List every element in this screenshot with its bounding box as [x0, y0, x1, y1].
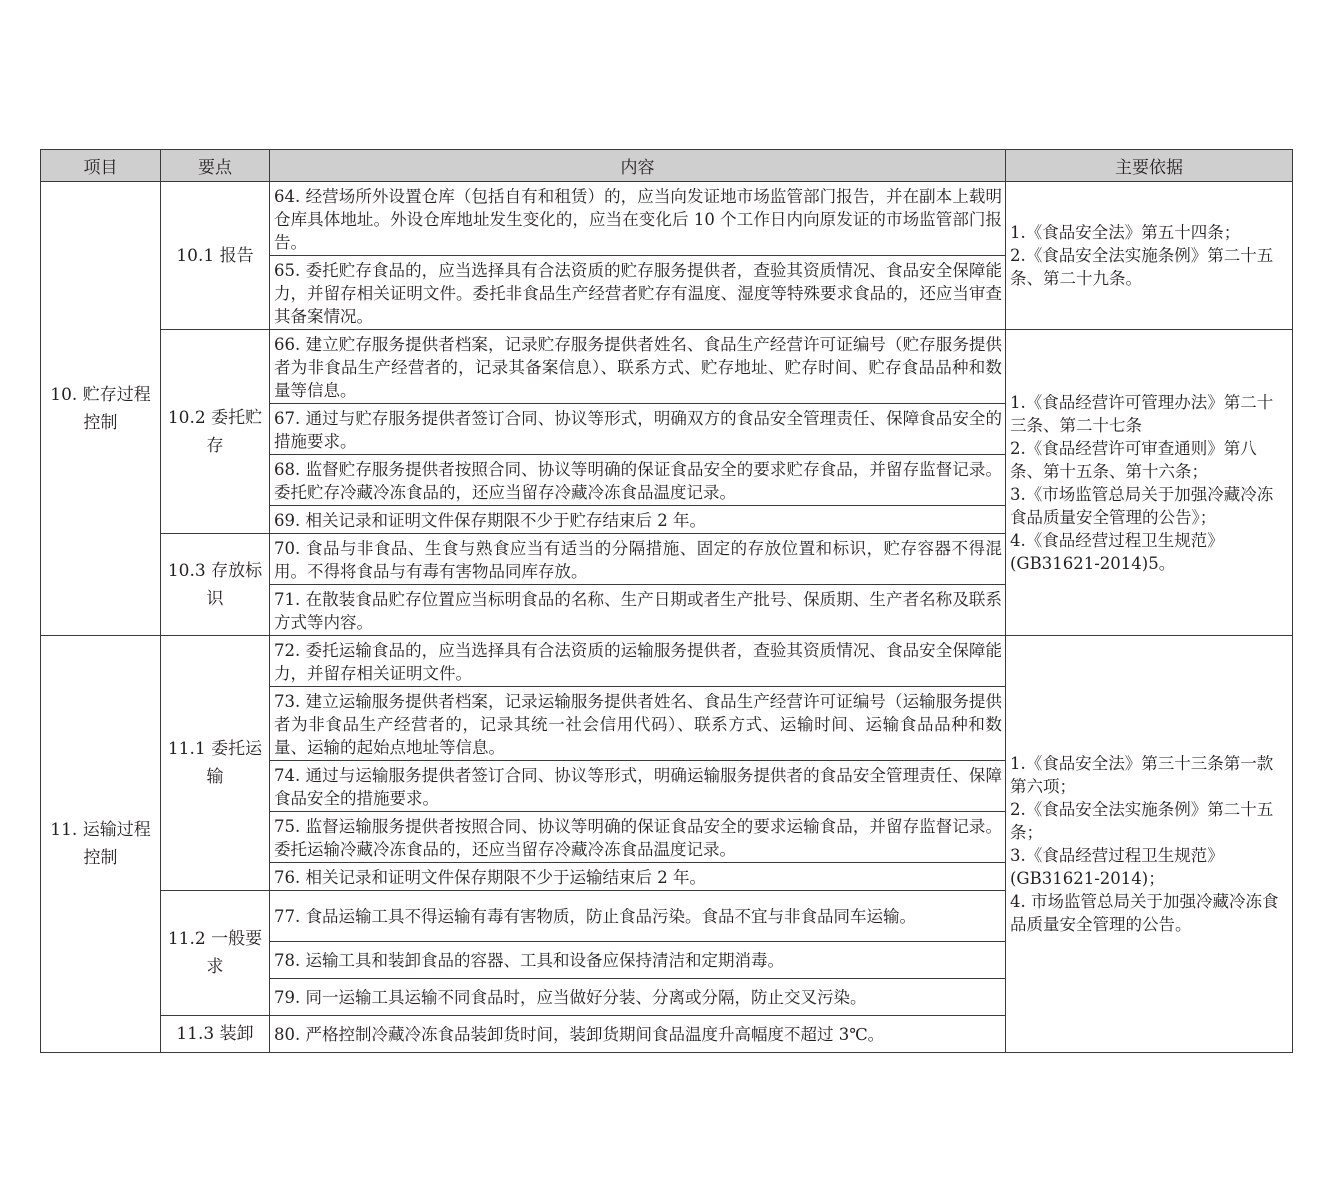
point-cell: 11.2 一般要求 — [161, 891, 270, 1016]
basis-line: 1.《食品安全法》第三十三条第一款第六项； — [1010, 754, 1274, 796]
content-cell: 64. 经营场所外设置仓库（包括自有和租赁）的，应当向发证地市场监管部门报告，并在副本上载明仓库具体地址。外设仓库地址发生变化的，应当在变化后 10 个工作日内向原发证的市场监管部门报告。 — [270, 182, 1006, 256]
point-cell: 11.3 装卸 — [161, 1016, 270, 1053]
basis-line: 2.《食品安全法实施条例》第二十五条、第二十九条。 — [1010, 246, 1274, 288]
category-cell: 11. 运输过程控制 — [41, 636, 161, 1053]
content-cell: 78. 运输工具和装卸食品的容器、工具和设备应保持清洁和定期消毒。 — [270, 942, 1006, 979]
header-basis: 主要依据 — [1006, 150, 1293, 182]
point-cell: 11.1 委托运输 — [161, 636, 270, 891]
content-cell: 65. 委托贮存食品的，应当选择具有合法资质的贮存服务提供者，查验其资质情况、食品安全保障能力，并留存相关证明文件。委托非食品生产经营者贮存有温度、湿度等特殊要求食品的，还应当审查其备案情况。 — [270, 256, 1006, 330]
header-key-point: 要点 — [161, 150, 270, 182]
table-row — [41, 330, 1293, 404]
basis-cell — [1006, 636, 1293, 1053]
content-cell: 67. 通过与贮存服务提供者签订合同、协议等形式，明确双方的食品安全管理责任、保障食品安全的措施要求。 — [270, 404, 1006, 455]
point-cell: 10.3 存放标识 — [161, 534, 270, 636]
content-cell: 77. 食品运输工具不得运输有毒有害物质，防止食品污染。食品不宜与非食品同车运输。 — [270, 891, 1006, 942]
content-cell: 68. 监督贮存服务提供者按照合同、协议等明确的保证食品安全的要求贮存食品，并留存监督记录。委托贮存冷藏冷冻食品的，还应当留存冷藏冷冻食品温度记录。 — [270, 455, 1006, 506]
category-cell: 10. 贮存过程控制 — [41, 182, 161, 636]
table-row — [41, 636, 1293, 687]
basis-line: 2.《食品安全法实施条例》第二十五条； — [1010, 800, 1274, 842]
content-cell: 70. 食品与非食品、生食与熟食应当有适当的分隔措施、固定的存放位置和标识，贮存容器不得混用。不得将食品与有毒有害物品同库存放。 — [270, 534, 1006, 585]
regulation-table — [40, 149, 1293, 1053]
basis-line: 4. 市场监管总局关于加强冷藏冷冻食品质量安全管理的公告。 — [1010, 892, 1279, 934]
content-cell: 73. 建立运输服务提供者档案，记录运输服务提供者姓名、食品生产经营许可证编号（运输服务提供者为非食品生产经营者的，记录其统一社会信用代码）、联系方式、运输时间、运输食品品种和数量、运输的起始点地址等信息。 — [270, 687, 1006, 761]
point-cell: 10.1 报告 — [161, 182, 270, 330]
content-cell: 75. 监督运输服务提供者按照合同、协议等明确的保证食品安全的要求运输食品，并留存监督记录。委托运输冷藏冷冻食品的，还应当留存冷藏冷冻食品温度记录。 — [270, 812, 1006, 863]
content-cell: 79. 同一运输工具运输不同食品时，应当做好分装、分离或分隔，防止交叉污染。 — [270, 979, 1006, 1016]
table-row — [41, 182, 1293, 256]
header-content: 内容 — [270, 150, 1006, 182]
content-cell: 66. 建立贮存服务提供者档案，记录贮存服务提供者姓名、食品生产经营许可证编号（贮存服务提供者为非食品生产经营者的，记录其备案信息）、联系方式、贮存地址、贮存时间、贮存食品品种和数量等信息。 — [270, 330, 1006, 404]
basis-line: 1.《食品经营许可管理办法》第二十三条、第二十七条 — [1010, 392, 1274, 435]
content-cell: 74. 通过与运输服务提供者签订合同、协议等形式，明确运输服务提供者的食品安全管理责任、保障食品安全的措施要求。 — [270, 761, 1006, 812]
basis-line: 2.《食品经营许可审查通则》第八条、第十五条、第十六条； — [1010, 438, 1257, 481]
point-cell: 10.2 委托贮存 — [161, 330, 270, 534]
basis-line: 3.《食品经营过程卫生规范》(GB31621-2014)； — [1010, 846, 1224, 888]
header-project: 项目 — [41, 150, 161, 182]
content-cell: 72. 委托运输食品的，应当选择具有合法资质的运输服务提供者，查验其资质情况、食品安全保障能力，并留存相关证明文件。 — [270, 636, 1006, 687]
basis-line: 4.《食品经营过程卫生规范》(GB31621-2014)5。 — [1010, 530, 1224, 573]
content-cell: 71. 在散装食品贮存位置应当标明食品的名称、生产日期或者生产批号、保质期、生产者名称及联系方式等内容。 — [270, 585, 1006, 636]
content-cell: 69. 相关记录和证明文件保存期限不少于贮存结束后 2 年。 — [270, 506, 1006, 534]
basis-line: 3.《市场监管总局关于加强冷藏冷冻食品质量安全管理的公告》； — [1010, 484, 1274, 527]
content-cell: 80. 严格控制冷藏冷冻食品装卸货时间，装卸货期间食品温度升高幅度不超过 3℃。 — [270, 1016, 1006, 1053]
basis-cell — [1006, 182, 1293, 330]
basis-cell — [1006, 330, 1293, 636]
basis-line: 1.《食品安全法》第五十四条； — [1010, 223, 1241, 242]
table-header-row — [41, 150, 1293, 182]
content-cell: 76. 相关记录和证明文件保存期限不少于运输结束后 2 年。 — [270, 863, 1006, 891]
